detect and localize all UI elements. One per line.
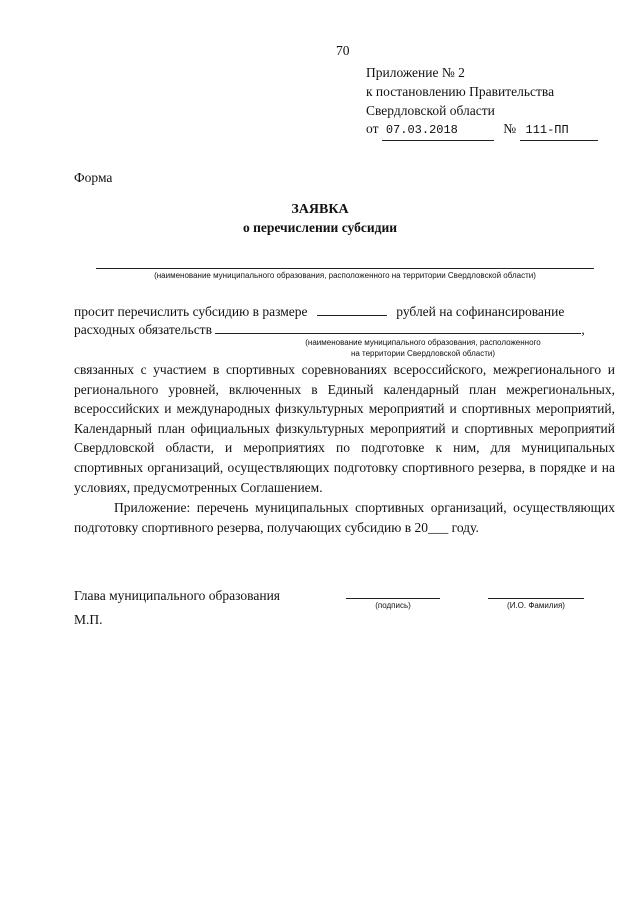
form-label: Форма [74,170,113,185]
attachment-paragraph: Приложение: перечень муниципальных спортивных организаций, осуществляющих подготовку спортивного резерва, получающих субсидию в 20___ году. [74,500,615,535]
name-caption: (И.О. Фамилия) [507,601,565,610]
document-subtitle: о перечислении субсидии [242,220,397,235]
org-name-caption: (наименование муниципального образования, расположенного на территории Свердловской области) [154,271,536,280]
name-line [488,598,584,599]
obligations-caption-2: на территории Свердловской области) [350,349,496,358]
obligations-comma: , [581,322,585,337]
body-paragraph: связанных с участием в спортивных соревнованиях всероссийского, межрегионального и регионального уровней, включенных в Единый календарный план межрегиональных, всероссийских и международных физкультурных мероприятий и спортивных мероприятий, Календарный план официальных физкультурных мероприятий и спортивных мероприятий Свердловской области, и мероприятиях по подготовке к ним, для муниципальных спортивных организаций, осуществляющих подготовку спортивного резерва, в порядке и на условиях, предусмотренных Соглашением. [74,362,615,495]
obligations-caption-1: (наименование муниципального образования, расположенного [305,338,541,347]
date-prefix: от [366,121,379,136]
appendix-date-row [366,119,598,141]
page-number: 70 [336,43,350,58]
number-prefix: № [503,121,517,136]
org-name-line [96,268,594,269]
appendix-line-2: к постановлению Правительства [366,84,555,99]
request-line [74,302,564,321]
obligations-label: расходных обязательств [74,322,212,337]
appendix-line-3: Свердловской области [366,103,495,118]
obligations-row [74,320,585,339]
subsidy-amount-blank [317,303,387,316]
request-text-2: рублей на софинансирование [396,304,565,319]
date-value: 07.03.2018 [382,121,494,141]
number-value: 111-ПП [520,121,598,141]
appendix-line-1: Приложение № 2 [366,65,465,80]
request-text-1: просит перечислить субсидию в размере [74,304,308,319]
signature-caption: (подпись) [375,601,411,610]
head-label: Глава муниципального образования [74,588,281,603]
signature-line [346,598,440,599]
document-title: ЗАЯВКА [291,202,349,217]
stamp-label: М.П. [74,612,103,627]
obligations-blank [215,321,581,334]
